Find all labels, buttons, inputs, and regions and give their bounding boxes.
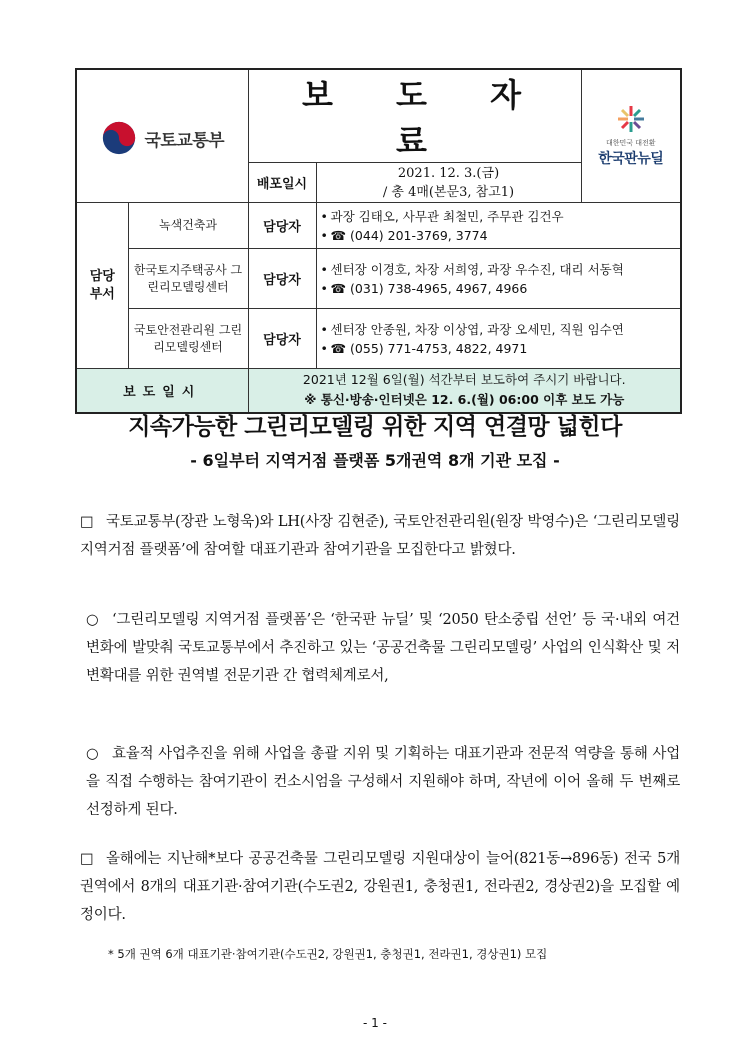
contact-phone: ☎ (031) 738-4965, 4967, 4966 (330, 280, 528, 296)
footnote: * 5개 권역 6개 대표기관·참여기관(수도권2, 강원권1, 충청권1, 전라권1, 경상권1) 모집 (108, 947, 548, 961)
contact-group-label: 담당 부서 (76, 203, 128, 369)
contact-persons: 센터장 안종원, 차장 이상엽, 과장 오세민, 직원 임수연 (330, 321, 624, 337)
contact-persons: 센터장 이경호, 차장 서희영, 과장 우수진, 대리 서동혁 (330, 261, 624, 277)
release-date-cell (316, 163, 581, 203)
embargo-label: 보도일시 (76, 369, 248, 413)
taegeuk-emblem-icon (100, 119, 138, 157)
contact-phone: ☎ (055) 771-4753, 4822, 4971 (330, 340, 528, 356)
paragraph-2-text: ‘그린리모델링 지역거점 플랫폼’은 ‘한국판 뉴딜’ 및 ‘2050 탄소중립 선언’ 등 국·내외 여건 변화에 발맞춰 국토교통부에서 추진하고 있는 ‘공공건축물 그린리모델링’ 사업의 인식확산 및 저변확대를 위한 권역별 전문기관 간 협력체계로서, (86, 612, 680, 684)
contact-info: • 센터장 이경호, 차장 서희영, 과장 우수진, 대리 서동혁 • ☎ (031) 738-4965, 4967, 4966 (316, 249, 681, 309)
paragraph-3 (86, 740, 680, 824)
embargo-text (248, 369, 681, 413)
contact-info: • 센터장 안종원, 차장 이상엽, 과장 오세민, 직원 임수연 • ☎ (055) 771-4753, 4822, 4971 (316, 309, 681, 369)
paragraph-4-text: 올해에는 지난해*보다 공공건축물 그린리모델링 지원대상이 늘어(821동→896동) 전국 5개 권역에서 8개의 대표기관·참여기관(수도권2, 강원권1, 충청권1, 전라권2, 경상권2)을 모집할 예정이다. (80, 851, 680, 923)
page-number: - 1 - (363, 1016, 387, 1030)
newdeal-logo-cell (581, 69, 681, 203)
newdeal-name: 한국판뉴딜 (598, 151, 664, 167)
person-label: 담당자 (248, 249, 316, 309)
paragraph-1 (80, 508, 680, 564)
circle-bullet-icon: ○ (86, 612, 99, 628)
person-label: 담당자 (248, 203, 316, 249)
ministry-logo-cell (76, 69, 248, 203)
embargo-line-1: 2021년 12월 6일(월) 석간부터 보도하여 주시기 바랍니다. (302, 372, 626, 388)
press-release-header (75, 68, 682, 414)
ministry-name: 국토교통부 (144, 130, 225, 151)
paragraph-3-text: 효율적 사업추진을 위해 사업을 총괄 지위 및 기획하는 대표기관과 전문적 역량을 통해 사업을 직접 수행하는 참여기관이 컨소시엄을 구성해서 지원해야 하며, 작년에 이어 올해 두 번째로 선정하게 된다. (86, 746, 680, 818)
dept-name: 녹색건축과 (128, 203, 248, 249)
newdeal-star-icon (616, 104, 646, 134)
embargo-line-2: ※ 통신·방송·인터넷은 12. 6.(월) 06:00 이후 보도 가능 (304, 392, 625, 408)
page-count: / 총 4매(본문3, 참고1) (382, 184, 515, 200)
press-release-title: 보 도 자 료 (248, 69, 581, 163)
circle-bullet-icon: ○ (86, 746, 99, 762)
dept-name: 국토안전관리원 그린리모델링센터 (128, 309, 248, 369)
square-bullet-icon: □ (80, 851, 94, 867)
paragraph-4 (80, 845, 680, 929)
person-label: 담당자 (248, 309, 316, 369)
release-date-label: 배포일시 (248, 163, 316, 203)
release-date: 2021. 12. 3.(금) (397, 165, 500, 181)
headline-sub: - 6일부터 지역거점 플랫폼 5개권역 8개 기관 모집 - (190, 451, 560, 470)
contact-info: • 과장 김태오, 사무관 최철민, 주무관 김건우 • ☎ (044) 201-3769, 3774 (316, 203, 681, 249)
paragraph-1-text: 국토교통부(장관 노형욱)와 LH(사장 김현준), 국토안전관리원(원장 박영수)은 ‘그린리모델링 지역거점 플랫폼’에 참여할 대표기관과 참여기관을 모집한다고 밝혔다. (80, 514, 680, 558)
newdeal-tagline: 대한민국 대전환 (605, 139, 656, 147)
contact-persons: 과장 김태오, 사무관 최철민, 주무관 김건우 (330, 208, 564, 224)
contact-phone: ☎ (044) 201-3769, 3774 (330, 227, 488, 243)
headline-main: 지속가능한 그린리모델링 위한 지역 연결망 넓힌다 (128, 414, 622, 440)
paragraph-2 (86, 606, 680, 690)
square-bullet-icon: □ (80, 514, 94, 530)
dept-name: 한국토지주택공사 그린리모델링센터 (128, 249, 248, 309)
